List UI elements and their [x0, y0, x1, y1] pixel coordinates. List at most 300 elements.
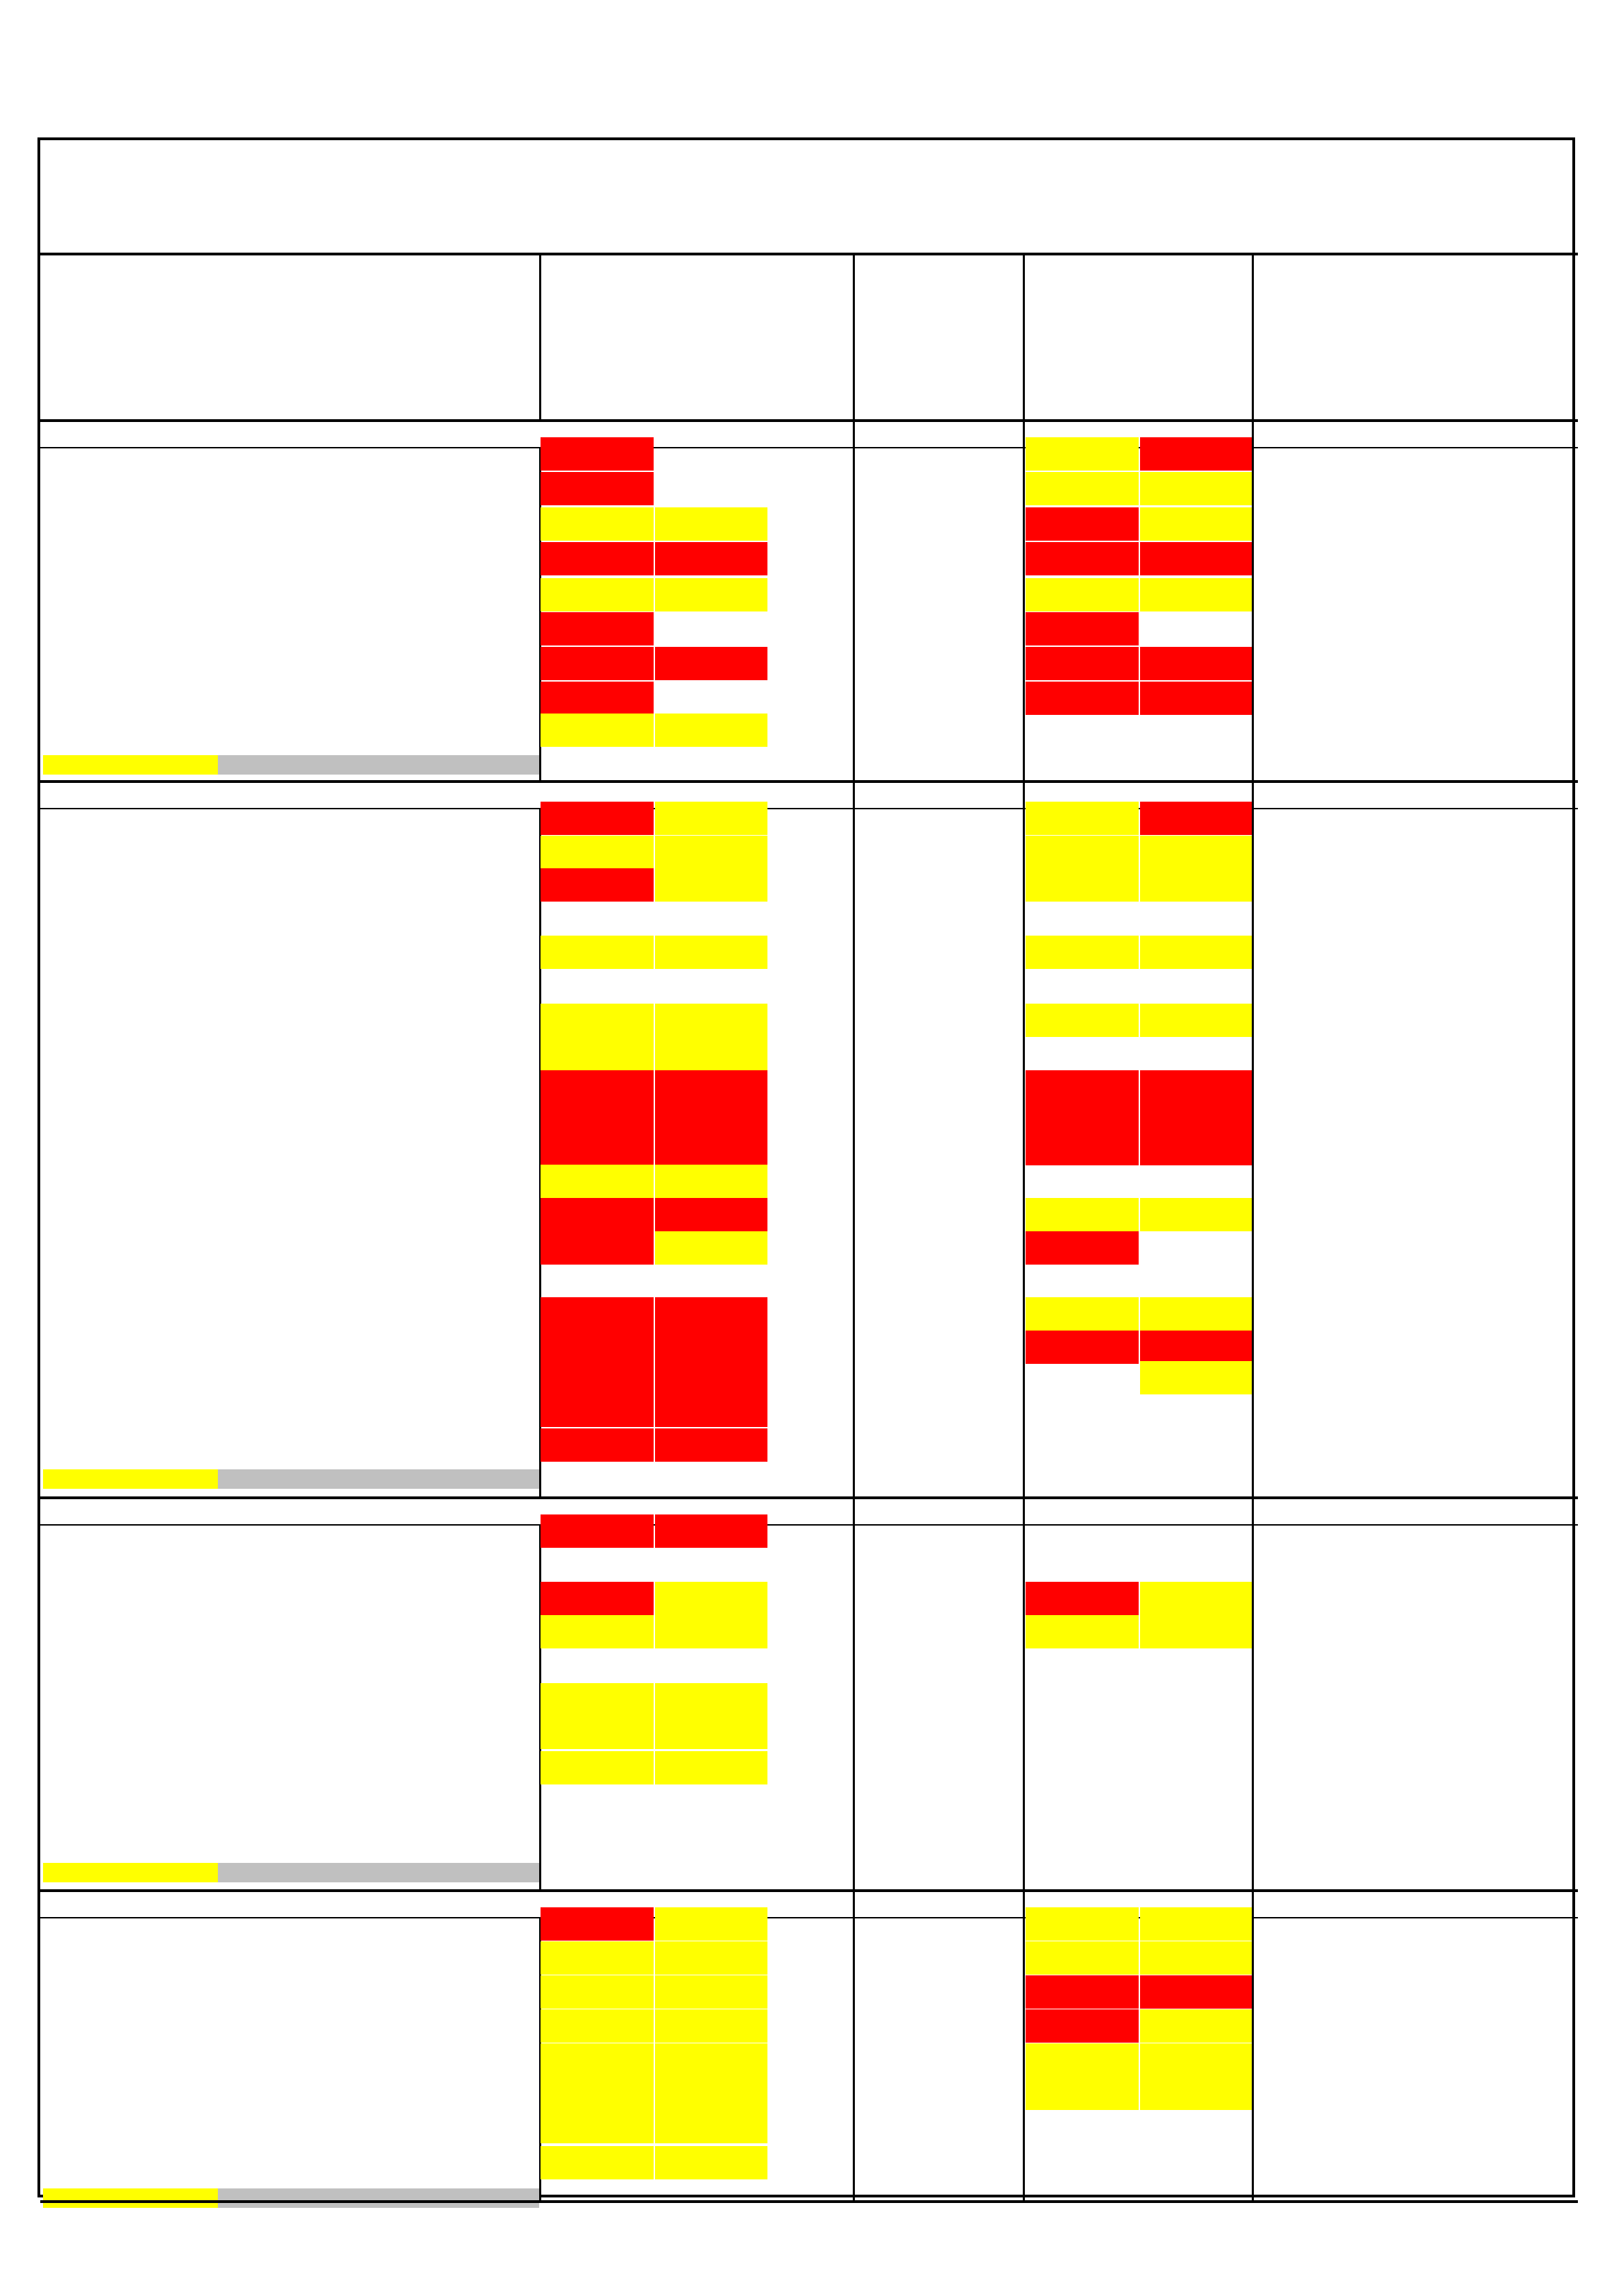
vcn3-5-ans	[1365, 1231, 1472, 1265]
debit-11-08	[655, 802, 767, 835]
year	[432, 714, 515, 747]
vcn3-10-ans	[1472, 1102, 1577, 1136]
vcn3-hebdo-2	[1140, 970, 1252, 1003]
vcn3-2-ans	[1253, 1716, 1365, 1749]
vcn3-10-ans	[1472, 970, 1577, 1003]
debit-mini	[854, 542, 936, 575]
vcn3-hebdo-1	[1026, 507, 1139, 541]
vcn3-5-ans	[1365, 936, 1472, 969]
vcn3-2-ans	[1253, 902, 1365, 935]
date-col2	[657, 391, 765, 410]
year	[432, 1037, 515, 1070]
vcn3-5-ans	[1365, 1582, 1472, 1615]
divider	[1023, 254, 1025, 419]
debit-mini-year	[936, 802, 1023, 835]
debit-11-08	[655, 902, 767, 935]
nappe-name	[44, 2110, 218, 2143]
vcn3-hebdo-1	[1026, 1582, 1139, 1615]
vcn3-2-ans	[1253, 507, 1365, 541]
header-bottom	[40, 419, 1578, 422]
debit-mini-year	[936, 1070, 1023, 1104]
vcn3-2-ans	[1253, 1037, 1365, 1070]
debit-mini-year	[936, 1514, 1023, 1548]
divider	[1023, 809, 1025, 1496]
vcn3-hebdo-1	[1026, 1514, 1139, 1548]
station-name	[219, 1649, 427, 1682]
station-name	[219, 1361, 427, 1394]
section-bottom	[40, 2200, 1578, 2203]
module	[767, 1004, 853, 1037]
debit-11-08	[655, 1548, 767, 1582]
legend-alerte-renforcee	[218, 1469, 433, 1489]
vcn3-2-ans	[1253, 836, 1365, 869]
debit-04-08	[541, 1615, 654, 1648]
vcn3-10-ans	[1472, 507, 1577, 541]
header-profondeur1	[543, 340, 650, 358]
debit-mini	[854, 1102, 936, 1136]
module	[767, 542, 853, 575]
debit-mini-year	[936, 2077, 1023, 2110]
vcn3-10-ans	[1472, 1331, 1577, 1364]
vcn3-5-ans	[1365, 1820, 1472, 1853]
header-annee	[439, 255, 536, 311]
legend-crise	[433, 1469, 539, 1489]
station-name	[219, 542, 427, 575]
station-name	[219, 2043, 427, 2077]
debit-mini-year	[936, 1297, 1023, 1331]
debit-mini-year	[936, 647, 1023, 680]
vcn3-10-ans	[1472, 936, 1577, 969]
debit-04-08	[541, 437, 654, 471]
vcn3-hebdo-2	[1140, 1037, 1252, 1070]
vcn3-hebdo-2	[1140, 1165, 1252, 1198]
vcn3-hebdo-2	[1140, 1331, 1252, 1364]
vcn3-5-ans	[1365, 1004, 1472, 1037]
station-name	[219, 1231, 427, 1265]
debit-04-08	[541, 1683, 654, 1716]
debit-mini	[854, 647, 936, 680]
header-debit1	[543, 268, 650, 307]
vcn3-hebdo-2	[1140, 1297, 1252, 1331]
debit-11-08	[655, 1037, 767, 1070]
vcn3-10-ans	[1472, 1548, 1577, 1582]
module	[767, 507, 853, 541]
debit-mini-year	[936, 1361, 1023, 1394]
vcn3-2-ans	[1253, 970, 1365, 1003]
vcn3-10-ans	[1472, 2009, 1577, 2043]
debit-11-08	[655, 2110, 767, 2143]
vcn3-5-ans	[1365, 682, 1472, 715]
year	[432, 1198, 515, 1231]
vcn3-2-ans	[1253, 802, 1365, 835]
vcn3-hebdo-2	[1140, 2077, 1252, 2110]
vcn3-5-ans	[1365, 2043, 1472, 2077]
debit-11-08	[655, 1265, 767, 1298]
debit-11-08	[655, 1615, 767, 1648]
debit-mini	[854, 802, 936, 835]
station-name	[219, 1548, 427, 1582]
vcn3-10-ans	[1472, 2077, 1577, 2110]
station-name	[219, 802, 427, 835]
vcn3-10-ans	[1472, 682, 1577, 715]
vcn3-10-ans	[1472, 802, 1577, 835]
module	[767, 1231, 853, 1265]
debit-mini-year	[936, 1907, 1023, 1941]
vcn3-hebdo-2	[1140, 1941, 1252, 1975]
debit-11-08	[655, 714, 767, 747]
vcn3-5-ans	[1365, 2146, 1472, 2179]
vcn3-hebdo-1	[1026, 2009, 1139, 2043]
debit-mini-year	[936, 1132, 1023, 1165]
station-name	[219, 1394, 427, 1427]
year	[432, 682, 515, 715]
vcn3-hebdo-2	[1140, 868, 1252, 902]
debit-11-08	[655, 1649, 767, 1682]
river-name	[44, 1514, 218, 1548]
river-name	[44, 1331, 218, 1364]
river-name	[44, 1198, 218, 1231]
debit-mini-year	[936, 472, 1023, 505]
debit-11-08	[655, 2077, 767, 2110]
debit-mini	[854, 1231, 936, 1265]
year	[432, 1975, 515, 2009]
vcn3-hebdo-2	[1140, 1615, 1252, 1648]
vcn3-2-ans	[1253, 2009, 1365, 2043]
debit-mini-year	[936, 437, 1023, 471]
debit-04-08	[541, 1037, 654, 1070]
debit-mini-year	[936, 2043, 1023, 2077]
debit-04-08	[541, 2110, 654, 2143]
debit-11-08	[655, 1198, 767, 1231]
river-name	[44, 1361, 218, 1394]
debit-mini	[854, 836, 936, 869]
vcn3-10-ans	[1472, 612, 1577, 645]
module	[767, 1361, 853, 1394]
year	[432, 902, 515, 935]
debit-11-08	[655, 936, 767, 969]
station-name	[219, 902, 427, 935]
module	[767, 1582, 853, 1615]
vcn3-5-ans	[1365, 970, 1472, 1003]
vcn3-2-ans	[1253, 868, 1365, 902]
debit-mini	[854, 1297, 936, 1331]
debit-mini-year	[936, 1331, 1023, 1364]
year	[432, 1716, 515, 1749]
debit-11-08	[655, 1820, 767, 1853]
vcn3-5-ans	[1365, 1361, 1472, 1394]
vcn3-hebdo-1	[1026, 1361, 1139, 1394]
module	[767, 472, 853, 505]
vcn3-hebdo-1	[1026, 1941, 1139, 1975]
debit-04-08	[541, 1941, 654, 1975]
debit-mini	[854, 2009, 936, 2043]
station-name	[219, 507, 427, 541]
module	[767, 1514, 853, 1548]
section-bottom	[40, 1496, 1578, 1499]
debit-mini-year	[936, 542, 1023, 575]
vcn3-hebdo-1	[1026, 868, 1139, 902]
station-name	[219, 868, 427, 902]
vcn3-2-ans	[1253, 1070, 1365, 1104]
vcn3-10-ans	[1472, 836, 1577, 869]
station-name	[219, 472, 427, 505]
debit-mini-year	[936, 1615, 1023, 1648]
vcn3-hebdo-1	[1026, 1548, 1139, 1582]
vcn3-10-ans	[1472, 472, 1577, 505]
debit-11-08	[655, 578, 767, 611]
vcn3-10-ans	[1472, 1037, 1577, 1070]
vcn3-hebdo-1	[1026, 836, 1139, 869]
vcn3-2-ans	[1253, 1132, 1365, 1165]
year	[432, 437, 515, 471]
nappe-name	[44, 1428, 218, 1462]
vcn3-5-ans	[1365, 507, 1472, 541]
debit-mini	[854, 1615, 936, 1648]
station-name	[219, 437, 427, 471]
vcn3-5-ans	[1365, 1941, 1472, 1975]
vcn3-10-ans	[1472, 1361, 1577, 1394]
vcn3-hebdo-1	[1026, 1070, 1139, 1104]
debit-04-08	[541, 1582, 654, 1615]
river-name	[44, 1297, 218, 1331]
debit-mini-year	[936, 1975, 1023, 2009]
debit-04-08	[541, 1231, 654, 1265]
vcn3-2-ans	[1253, 1331, 1365, 1364]
vcn3-10-ans	[1472, 1514, 1577, 1548]
debit-11-08	[655, 1428, 767, 1462]
module	[767, 836, 853, 869]
debit-11-08	[655, 1165, 767, 1198]
debit-11-08	[655, 1582, 767, 1615]
vcn3-2-ans	[1253, 1394, 1365, 1427]
debit-04-08	[541, 1514, 654, 1548]
station-name	[219, 1975, 427, 2009]
vcn3-hebdo-2	[1140, 612, 1252, 645]
vcn3-hebdo-2	[1140, 1649, 1252, 1682]
vcn3-5-ans	[1365, 1751, 1472, 1784]
debit-04-08	[541, 970, 654, 1003]
river-name	[44, 1132, 218, 1165]
module	[767, 1198, 853, 1231]
debit-04-08	[541, 802, 654, 835]
vcn3-2-ans	[1253, 1649, 1365, 1682]
vcn3-2-ans	[1253, 1975, 1365, 2009]
vcn3-hebdo-1	[1026, 1297, 1139, 1331]
debit-mini-year	[936, 902, 1023, 935]
module	[767, 2009, 853, 2043]
debit-11-08	[655, 437, 767, 471]
header-vcn3-10	[1475, 268, 1574, 307]
vcn3-10-ans	[1472, 578, 1577, 611]
vcn3-hebdo-2	[1140, 682, 1252, 715]
vcn3-5-ans	[1365, 1297, 1472, 1331]
header-niv-mini	[1368, 322, 1469, 375]
river-name	[44, 1941, 218, 1975]
vcn3-2-ans	[1253, 1820, 1365, 1853]
debit-mini-year	[936, 1198, 1023, 1231]
debit-mini	[854, 1548, 936, 1582]
river-name	[44, 437, 218, 471]
river-name	[44, 1907, 218, 1941]
vcn3-5-ans	[1365, 578, 1472, 611]
vcn3-hebdo-2	[1140, 1907, 1252, 1941]
year	[432, 612, 515, 645]
vcn3-2-ans	[1253, 1514, 1365, 1548]
vcn3-2-ans	[1253, 1683, 1365, 1716]
year	[432, 836, 515, 869]
debit-04-08	[541, 1132, 654, 1165]
module	[767, 1331, 853, 1364]
vcn3-hebdo-1	[1026, 2043, 1139, 2077]
vcn3-2-ans	[1253, 647, 1365, 680]
debit-mini	[854, 868, 936, 902]
vcn3-hebdo-1	[1026, 902, 1139, 935]
vcn3-2-ans	[1253, 1165, 1365, 1198]
debit-mini-year	[936, 1548, 1023, 1582]
vcn3-2-ans	[1253, 714, 1365, 747]
debit-04-08	[541, 1361, 654, 1394]
debit-11-08	[655, 1514, 767, 1548]
vcn3-hebdo-1	[1026, 647, 1139, 680]
header-niveau-moyen	[1255, 329, 1359, 364]
debit-04-08	[541, 647, 654, 680]
module	[767, 1941, 853, 1975]
debit-mini-year	[936, 578, 1023, 611]
debit-mini	[854, 578, 936, 611]
year	[432, 970, 515, 1003]
debit-mini-year	[936, 970, 1023, 1003]
debit-mini-year	[936, 1165, 1023, 1198]
vcn3-hebdo-2	[1140, 647, 1252, 680]
station-name	[219, 1004, 427, 1037]
debit-04-08	[541, 507, 654, 541]
vcn3-5-ans	[1365, 1615, 1472, 1648]
vcn3-hebdo-1	[1026, 1102, 1139, 1136]
vcn3-hebdo-2	[1140, 1132, 1252, 1165]
vcn3-10-ans	[1472, 1582, 1577, 1615]
vcn3-hebdo-2	[1140, 1102, 1252, 1136]
station-name	[219, 1428, 427, 1462]
station-name	[219, 1265, 427, 1298]
debit-04-08	[541, 2043, 654, 2077]
debit-mini	[854, 2077, 936, 2110]
vcn3-hebdo-1	[1026, 1004, 1139, 1037]
debit-04-08	[541, 542, 654, 575]
debit-04-08	[541, 1265, 654, 1298]
vcn3-5-ans	[1365, 868, 1472, 902]
vcn3-hebdo-2	[1140, 802, 1252, 835]
debit-11-08	[655, 1941, 767, 1975]
vcn3-10-ans	[1472, 868, 1577, 902]
station-name	[219, 1070, 427, 1104]
year	[432, 1548, 515, 1582]
debit-04-08	[541, 578, 654, 611]
module	[767, 1037, 853, 1070]
debit-mini	[854, 1132, 936, 1165]
station-name	[219, 2009, 427, 2043]
debit-mini	[854, 1198, 936, 1231]
legend-crise	[433, 755, 539, 775]
debit-11-08	[655, 1394, 767, 1427]
year	[432, 1265, 515, 1298]
header-vcn3-5	[1368, 268, 1469, 307]
module	[767, 1070, 853, 1104]
module	[767, 1615, 853, 1648]
year	[432, 1070, 515, 1104]
debit-mini	[854, 936, 936, 969]
debit-04-08	[541, 1070, 654, 1104]
debit-11-08	[655, 1132, 767, 1165]
vcn3-hebdo-1	[1026, 472, 1139, 505]
vcn3-10-ans	[1472, 1975, 1577, 2009]
year	[432, 1004, 515, 1037]
module	[767, 1165, 853, 1198]
debit-mini	[854, 1004, 936, 1037]
vcn3-10-ans	[1472, 437, 1577, 471]
legend-crise	[433, 1863, 539, 1882]
debit-mini	[854, 1975, 936, 2009]
module	[767, 612, 853, 645]
debit-04-08	[541, 1975, 654, 2009]
debit-mini	[854, 1649, 936, 1682]
debit-11-08	[655, 472, 767, 505]
module	[767, 802, 853, 835]
legend-crise	[433, 2188, 539, 2208]
station-name	[219, 1198, 427, 1231]
year	[432, 1615, 515, 1648]
vcn3-2-ans	[1253, 1297, 1365, 1331]
vcn3-5-ans	[1365, 437, 1472, 471]
vcn3-10-ans	[1472, 1070, 1577, 1104]
vcn3-2-ans	[1253, 1265, 1365, 1298]
vcn3-hebdo-1	[1026, 578, 1139, 611]
debit-11-08	[655, 1297, 767, 1331]
vcn3-10-ans	[1472, 1165, 1577, 1198]
vcn3-10-ans	[1472, 2043, 1577, 2077]
debit-mini	[854, 1941, 936, 1975]
river-name	[44, 802, 218, 835]
vcn3-hebdo-1	[1026, 1907, 1139, 1941]
vcn3-10-ans	[1472, 1231, 1577, 1265]
vcn3-hebdo-2	[1140, 1514, 1252, 1548]
vcn3-2-ans	[1253, 1615, 1365, 1648]
vcn3-hebdo-2	[1140, 936, 1252, 969]
vcn3-hebdo-1	[1026, 682, 1139, 715]
vcn3-5-ans	[1365, 647, 1472, 680]
vcn3-5-ans	[1365, 472, 1472, 505]
river-name	[44, 868, 218, 902]
debit-04-08	[541, 472, 654, 505]
debit-04-08	[541, 1165, 654, 1198]
header-divider	[40, 253, 1578, 255]
river-name	[44, 1165, 218, 1198]
vcn3-5-ans	[1365, 612, 1472, 645]
vcn3-10-ans	[1472, 1132, 1577, 1165]
debit-04-08	[541, 1297, 654, 1331]
station-name	[219, 1102, 427, 1136]
vcn3-hebdo-2	[1140, 2009, 1252, 2043]
station-name	[219, 2077, 427, 2110]
vcn3-5-ans	[1365, 1649, 1472, 1682]
debit-mini-year	[936, 1037, 1023, 1070]
vcn3-5-ans	[1365, 2077, 1472, 2110]
debit-mini	[854, 472, 936, 505]
vcn3-5-ans	[1365, 714, 1472, 747]
divider	[1023, 448, 1025, 780]
module	[767, 1102, 853, 1136]
module	[767, 2077, 853, 2110]
year	[432, 1582, 515, 1615]
